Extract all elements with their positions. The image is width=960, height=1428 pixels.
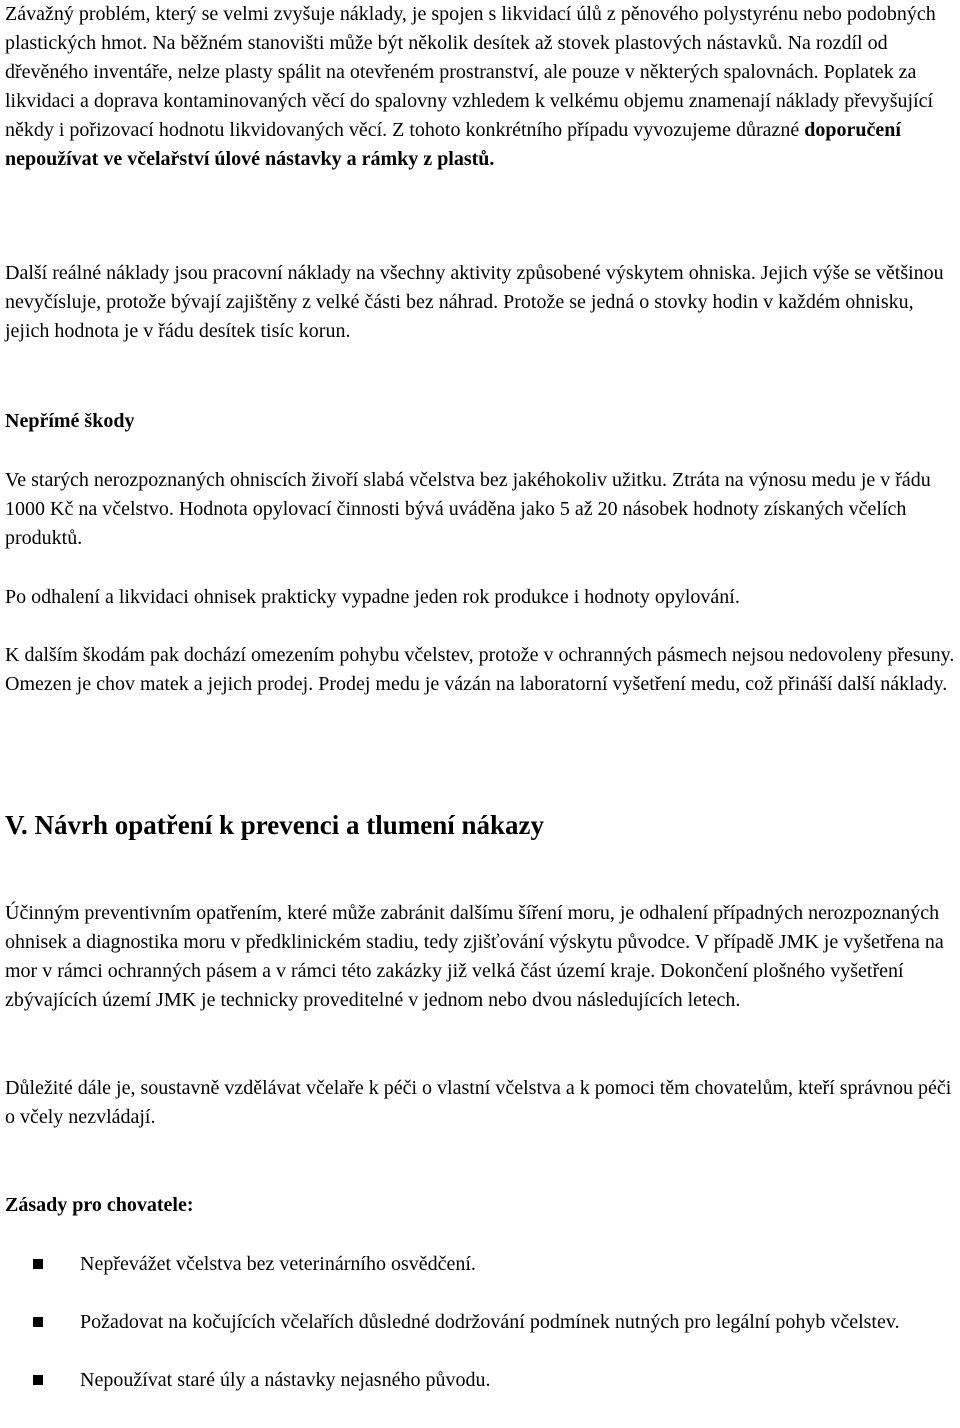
list-item-text: Nepoužívat staré úly a nástavky nejasného původu. [80,1369,491,1391]
section-v-paragraph-prevention: Účinným preventivním opatřením, které může zabránit dalšímu šíření moru, je odhalení případných nerozpoznaných ohnisek a diagnostika moru v předklinickém stadiu, tedy zjišťování výskytu původce. V případě JMK je vyšetřena na mor v rámci ochranných pásem a v rámci této zakázky již velká část území kraje. Dokončení plošného vyšetření zbývajících území JMK je technicky proveditelné v jednom nebo dvou následujících letech. [5,902,944,1011]
section-v-paragraph-education: Důležité dále je, soustavně vzdělávat včelaře k péči o vlastní včelstva a k pomoci těm chovatelům, kteří správnou péči o včely nezvládají. [5,1077,952,1128]
indirect-paragraph-weak-colonies: Ve starých nerozpoznaných ohniscích živoří slabá včelstva bez jakéhokoliv užitku. Ztráta na výnosu medu je v řádu 1000 Kč na včelstvo. Hodnota opylovací činnosti bývá uváděna jako 5 až 20 násobek hodnoty získaných včelích produktů. [5,469,931,549]
principles-heading: Zásady pro chovatele: [5,1194,194,1216]
list-item-text: Požadovat na kočujících včelařích důsledné dodržování podmínek nutných pro legální pohyb včelstev. [80,1311,900,1333]
intro-paragraph-labor-costs: Další reálné náklady jsou pracovní náklady na všechny aktivity způsobené výskytem ohniska. Jejich výše se většinou nevyčísluje, protože bývají zajištěny z velké části bez náhrad. Protože se jedná o stovky hodin v každém ohnisku, jejich hodnota je v řádu desítek tisíc korun. [5,262,944,342]
square-bullet-icon [33,1259,43,1269]
intro-paragraph-plastics [5,0,957,174]
list-item [5,1250,957,1279]
square-bullet-icon [33,1375,43,1385]
list-item-text: Nepřevážet včelstva bez veterinárního osvědčení. [80,1253,476,1275]
section-v-heading: V. Návrh opatření k prevenci a tlumení nákazy [5,810,545,840]
list-item [5,1308,957,1337]
indirect-damages-heading: Nepřímé škody [5,410,135,432]
intro-recommendation-bold: doporučení nepoužívat ve včelařství úlové nástavky a rámky z plastů. [5,119,901,170]
square-bullet-icon [33,1317,43,1327]
principles-list [5,1250,957,1395]
indirect-paragraph-movement-limits: K dalším škodám pak dochází omezením pohybu včelstev, protože v ochranných pásmech nejsou nedovoleny přesuny. Omezen je chov matek a jejich prodej. Prodej medu je vázán na laboratorní vyšetření medu, což přináší další náklady. [5,644,955,695]
indirect-paragraph-production-loss: Po odhalení a likvidaci ohnisek prakticky vypadne jeden rok produkce i hodnoty opylování. [5,586,740,608]
list-item [5,1366,957,1395]
intro-paragraph-text: Závažný problém, který se velmi zvyšuje náklady, je spojen s likvidací úlů z pěnového polystyrénu nebo podobných plastických hmot. Na běžném stanovišti může být několik desítek až stovek plastových nástavků. Na rozdíl od dřevěného inventáře, nelze plasty spálit na otevřeném prostranství, ale pouze v některých spalovnách. Poplatek za likvidaci a doprava kontaminovaných věcí do spalovny vzhledem k velkému objemu znamenají náklady převyšující někdy i pořizovací hodnotu likvidovaných věcí. Z tohoto konkrétního případu vyvozujeme důrazné [5,3,936,141]
